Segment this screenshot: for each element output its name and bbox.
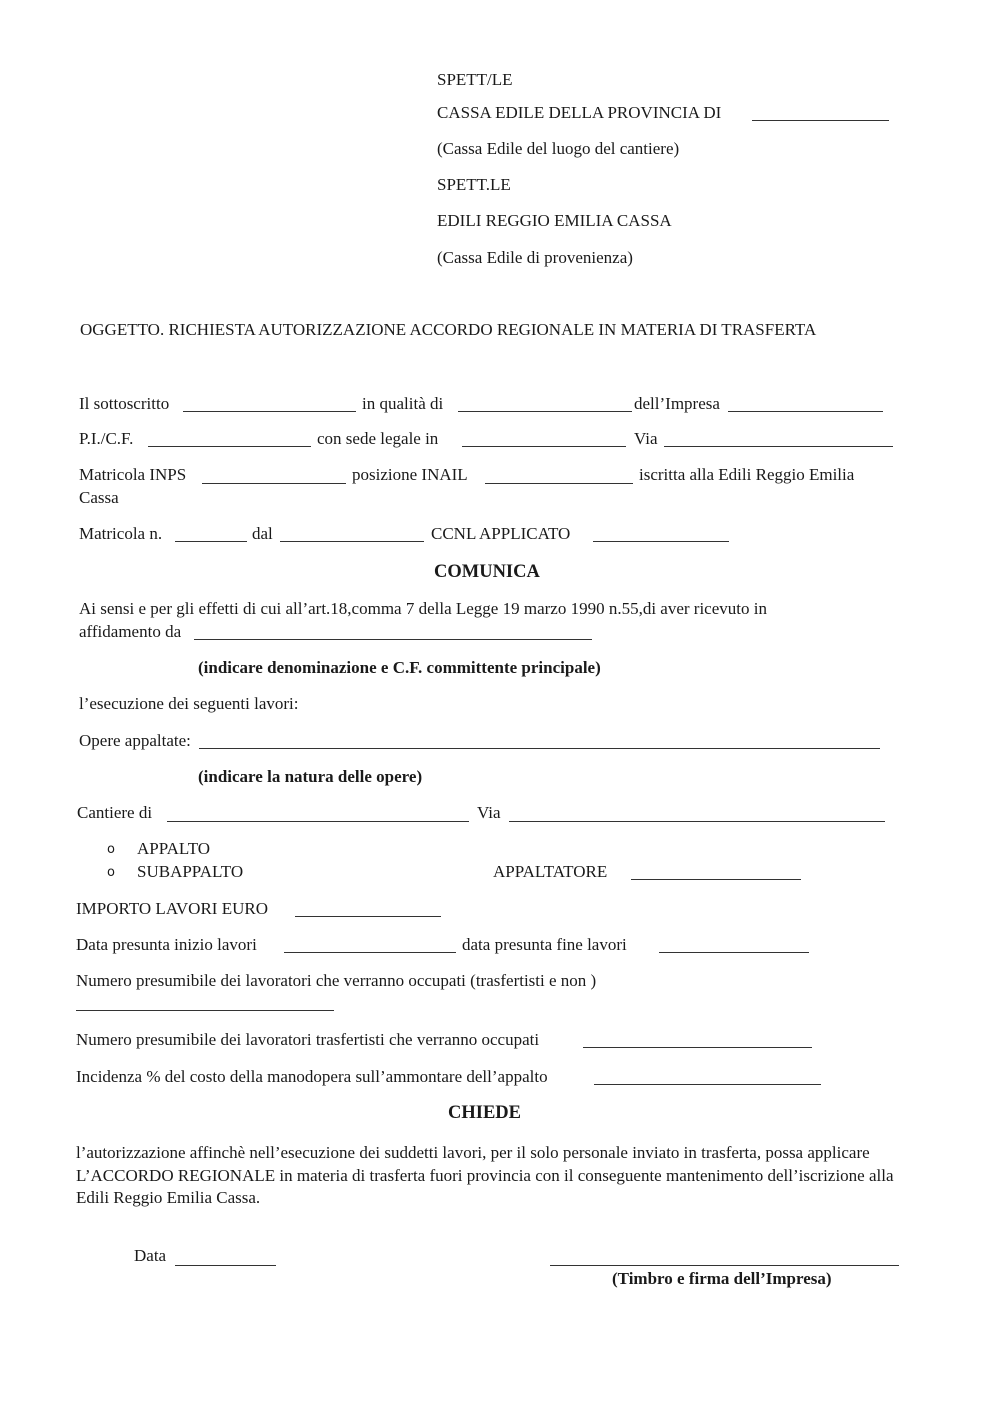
sede-field[interactable]	[462, 446, 626, 447]
data-field[interactable]	[175, 1265, 276, 1266]
appaltatore-field[interactable]	[631, 879, 801, 880]
cantiere-via-field[interactable]	[509, 821, 885, 822]
option-appalto-bullet[interactable]: o	[107, 842, 115, 857]
label-numero-lavoratori: Numero presumibile dei lavoratori che verranno occupati (trasfertisti e non )	[76, 971, 597, 990]
opere-field[interactable]	[199, 748, 880, 749]
hint-opere: (indicare la natura delle opere)	[198, 767, 423, 786]
comunica-text-2: affidamento da	[79, 622, 182, 641]
comunica-text-3: l’esecuzione dei seguenti lavori:	[79, 694, 299, 713]
addressee-line-4: SPETT.LE	[437, 175, 511, 194]
label-cantiere: Cantiere di	[77, 803, 153, 822]
label-qualita: in qualità di	[362, 394, 444, 413]
label-sede: con sede legale in	[317, 429, 439, 448]
label-impresa: dell’Impresa	[634, 394, 720, 413]
inps-field[interactable]	[202, 483, 346, 484]
label-importo: IMPORTO LAVORI EURO	[76, 899, 268, 918]
label-picf: P.I./C.F.	[79, 429, 134, 448]
matricola-field[interactable]	[175, 541, 247, 542]
option-subappalto-bullet[interactable]: o	[107, 865, 115, 880]
option-subappalto-label: SUBAPPALTO	[137, 862, 244, 881]
comunica-heading: COMUNICA	[434, 562, 540, 582]
incidenza-field[interactable]	[594, 1084, 821, 1085]
label-data: Data	[134, 1246, 167, 1265]
label-inps: Matricola INPS	[79, 465, 187, 484]
label-opere: Opere appaltate:	[79, 731, 191, 750]
signature-label: (Timbro e firma dell’Impresa)	[612, 1269, 832, 1288]
inizio-field[interactable]	[284, 952, 456, 953]
chiede-heading: CHIEDE	[448, 1103, 521, 1123]
ccnl-field[interactable]	[593, 541, 729, 542]
label-iscritta: iscritta alla Edili Reggio Emilia	[639, 465, 855, 484]
label-inail: posizione INAIL	[352, 465, 468, 484]
option-appalto-label: APPALTO	[137, 839, 211, 858]
provincia-field[interactable]	[752, 120, 889, 121]
picf-field[interactable]	[148, 446, 311, 447]
label-fine: data presunta fine lavori	[462, 935, 627, 954]
qualita-field[interactable]	[458, 411, 632, 412]
hint-committente: (indicare denominazione e C.F. committente principale)	[198, 658, 601, 677]
affidamento-field[interactable]	[194, 639, 592, 640]
addressee-line-6: (Cassa Edile di provenienza)	[437, 248, 633, 267]
importo-field[interactable]	[295, 916, 441, 917]
addressee-line-3: (Cassa Edile del luogo del cantiere)	[437, 139, 680, 158]
label-incidenza: Incidenza % del costo della manodopera sull’ammontare dell’appalto	[76, 1067, 548, 1086]
label-ccnl: CCNL APPLICATO	[431, 524, 571, 543]
label-sottoscritto: Il sottoscritto	[79, 394, 170, 413]
label-inizio: Data presunta inizio lavori	[76, 935, 257, 954]
via-field[interactable]	[664, 446, 893, 447]
numero-trasfertisti-field[interactable]	[583, 1047, 812, 1048]
fine-field[interactable]	[659, 952, 809, 953]
comunica-text-1: Ai sensi e per gli effetti di cui all’art.18,comma 7 della Legge 19 marzo 1990 n.55,di aver ricevuto in	[79, 599, 767, 618]
addressee-line-1: SPETT/LE	[437, 70, 513, 89]
cantiere-field[interactable]	[167, 821, 469, 822]
dal-field[interactable]	[280, 541, 424, 542]
label-cassa: Cassa	[79, 488, 119, 507]
numero-lavoratori-field[interactable]	[76, 1010, 334, 1011]
addressee-line-5: EDILI REGGIO EMILIA CASSA	[437, 211, 672, 230]
label-dal: dal	[252, 524, 273, 543]
sottoscritto-field[interactable]	[183, 411, 356, 412]
addressee-line-2: CASSA EDILE DELLA PROVINCIA DI	[437, 103, 722, 122]
subject-line: OGGETTO. RICHIESTA AUTORIZZAZIONE ACCORDO REGIONALE IN MATERIA DI TRASFERTA	[80, 320, 817, 339]
chiede-text: l’autorizzazione affinchè nell’esecuzione dei suddetti lavori, per il solo personale inviato in trasferta, possa applicare L’ACCORDO REGIONALE in materia di trasferta fuori provincia con il conseguente mantenimento dell’iscrizione alla Edili Reggio Emilia Cassa.	[76, 1143, 894, 1207]
label-matricola: Matricola n.	[79, 524, 163, 543]
label-cantiere-via: Via	[477, 803, 501, 822]
label-via: Via	[634, 429, 658, 448]
label-appaltatore: APPALTATORE	[493, 862, 608, 881]
label-numero-trasfertisti: Numero presumibile dei lavoratori trasfertisti che verranno occupati	[76, 1030, 540, 1049]
impresa-field[interactable]	[728, 411, 883, 412]
inail-field[interactable]	[485, 483, 633, 484]
signature-field[interactable]	[550, 1265, 899, 1266]
